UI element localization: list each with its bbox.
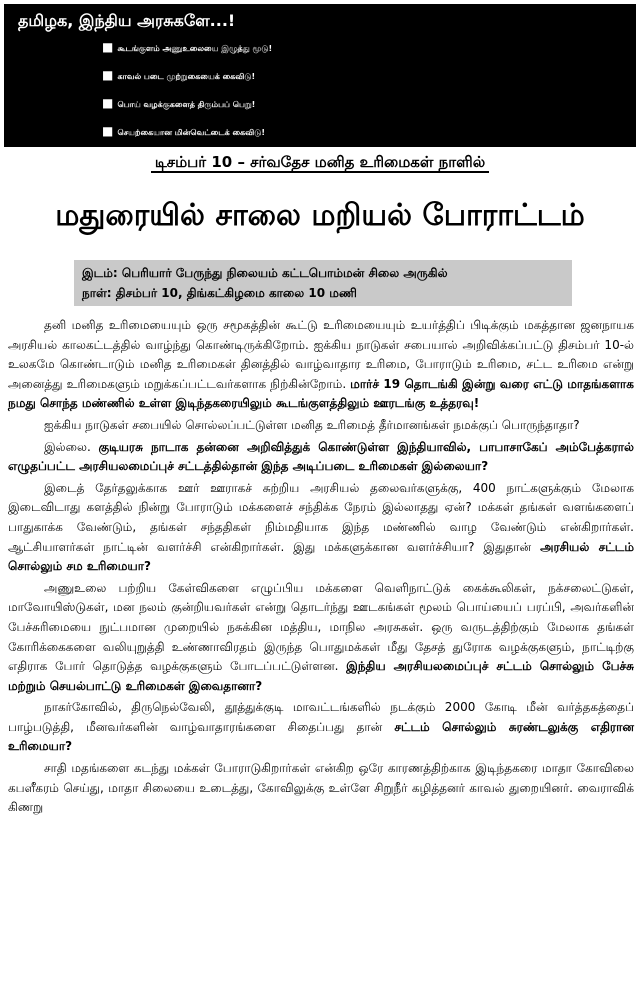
paragraph — [8, 759, 634, 818]
paragraph-bold: மார்ச் 19 தொடங்கி இன்று வரை எட்டு மாதங்களாக நமது சொந்த மண்ணில் உள்ள இடிந்தகரையிலும் கூடங்குளத்திலும் ஊரடங்கு உத்தரவு! — [8, 376, 634, 411]
paragraph-text: தனி மனித உரிமையையும் ஒரு சமூகத்தின் கூட்டு உரிமையையும் உயர்த்திப் பிடிக்கும் மகத்தான ஜனநாயக அரசியல் காலகட்டத்தில் வாழ்ந்து கொண்டிருக்கிறோம். ஐக்கிய நாடுகள் சபையால் அறிவிக்கப்பட்டு திசம்பர் 10-ல் உலகமே கொண்டாடும் மனித உரிமைகள் தினத்தில் வாழ்வாதார உரிமை, போராடும் உரிமை, சட்ட உரிமை என்று அனைத்து உரிமைகளும் மறுக்கப்பட்டவர்களாக நிற்கின்றோம். — [8, 318, 634, 391]
paragraph-bold: குடியரசு நாடாக தன்னை அறிவித்துக் கொண்டுள்ள இந்தியாவில், பாபாசாகேப் அம்பேத்கரால் எழுதப்பட்ட அரசியலமைப்புச் சட்டத்தில்தான் இந்த அடிப்படை உரிமைகள் இல்லையா? — [8, 439, 635, 474]
paragraph-bold: சட்டம் சொல்லும் சுரண்டலுக்கு எதிரான உரிமையா? — [8, 719, 635, 754]
paragraph-text: சாதி மதங்களை கடந்து மக்கள் போராடுகிறார்கள் என்கிற ஒரே காரணத்திற்காக இடிந்தகரை மாதா கோவிலை கபளீகரம் செய்து, மாதா சிலையை உடைத்து, கோவிலுக்கு உள்ளே சிறுநீர் கழித்தனர் காவல் துறையினர். வைராவிக் கிணறு — [8, 761, 634, 815]
venue-box — [74, 260, 572, 306]
paragraph — [8, 438, 634, 477]
demands-banner — [4, 4, 636, 147]
paragraph-bold: இந்திய அரசியலமைப்புச் சட்டம் சொல்லும் பேச்சு மற்றும் செயல்பாட்டு உரிமைகள் இவைதானா? — [8, 659, 634, 693]
demands-list — [102, 34, 622, 146]
paragraph — [8, 479, 634, 577]
article-body — [8, 316, 634, 820]
paragraph-text: இல்லை. — [44, 439, 99, 454]
venue-place: இடம்: பெரியார் பேருந்து நிலையம் கட்டபொம்மன் சிலை அருகில் — [82, 266, 448, 280]
paragraph-text: இடைத் தேர்தலுக்காக ஊர் ஊராகச் சுற்றிய அரசியல் தலைவர்களுக்கு, 400 நாட்களுக்கும் மேலாக இடைவிடாது களத்தில் நின்று போராடும் மக்களைச் சந்திக்க நேரம் இல்லாதது ஏன்? மக்கள் தங்கள் வளங்களைப் பாதுகாக்க வேண்டும், தங்கள் சந்ததிகள் நிம்மதியாக இந்த மண்ணில் வாழ வேண்டும் என்கிறார்கள். ஆட்சியாளர்கள் நாட்டின் வளர்ச்சி என்கிறார்கள். இது மக்களுக்கான வளர்ச்சியா? இதுதான் — [8, 480, 634, 554]
paragraph-text: அணுஉலை பற்றிய கேள்விகளை எழுப்பிய மக்களை வெளிநாட்டுக் கைக்கூலிகள், நக்சலைட்டுகள், மாவோயிஸ்டுகள், மன நலம் குன்றியவர்கள் என்று தொடர்ந்து ஊடகங்கள் மூலம் பொய்யைப் பரப்பி, அவர்களின் பேச்சுரிமையை நுட்பமான முறையில் நசுக்கின மத்திய, மாநில அரசுகள். ஒரு வருடத்திற்கும் மேலாக தங்கள் கோரிக்கைகளை வலியுறுத்தி உண்ணாவிரதம் இருந்த பொதுமக்கள் மீது தேசத் துரோக வழக்குகளும், நாட்டிற்கு எதிராக போர் தொடுத்த வழக்குகளும் போடப்பட்டுள்ளன. — [8, 580, 634, 674]
paragraph-text: ஐக்கிய நாடுகள் சபையில் சொல்லப்பட்டுள்ள மனித உரிமைத் தீர்மானங்கள் நமக்குப் பொருந்தாதா? — [44, 417, 580, 432]
paragraph — [8, 579, 634, 697]
demand-item: ■ காவல் படை முற்றுகையைக் கைவிடு! — [102, 62, 622, 90]
paragraph — [8, 698, 634, 757]
demand-item: ■ செயற்கையான மின்வெட்டைக் கைவிடு! — [102, 118, 622, 146]
demand-item: ■ கூடங்குளம் அணுஉலையை இழுத்து மூடு! — [102, 34, 622, 62]
demand-item: ■ பொய் வழக்குகளைத் திரும்பப் பெறு! — [102, 90, 622, 118]
paragraph-bold: அரசியல் சட்டம் சொல்லும் சம உரிமையா? — [8, 539, 635, 574]
page-title: மதுரையில் சாலை மறியல் போராட்டம் — [55, 198, 585, 233]
paragraph — [8, 316, 634, 414]
venue-date: நாள்: திசம்பர் 10, திங்கட்கிழமை காலை 10 மணி — [82, 286, 357, 300]
paragraph — [8, 416, 634, 436]
paragraph-text: நாகர்கோவில், திருநெல்வேலி, தூத்துக்குடி மாவட்டங்களில் நடக்கும் 2000 கோடி மீன் வர்த்தகத்தைப் பாழ்படுத்தி, மீனவர்களின் வாழ்வாதாரங்களை சிதைப்பது தான் — [8, 700, 634, 734]
event-subtitle — [0, 150, 640, 174]
banner-title: தமிழக, இந்திய அரசுகளே...! — [18, 11, 236, 30]
event-subtitle-text: டிசம்பர் 10 – சர்வதேச மனித உரிமைகள் நாளில் — [151, 153, 489, 173]
